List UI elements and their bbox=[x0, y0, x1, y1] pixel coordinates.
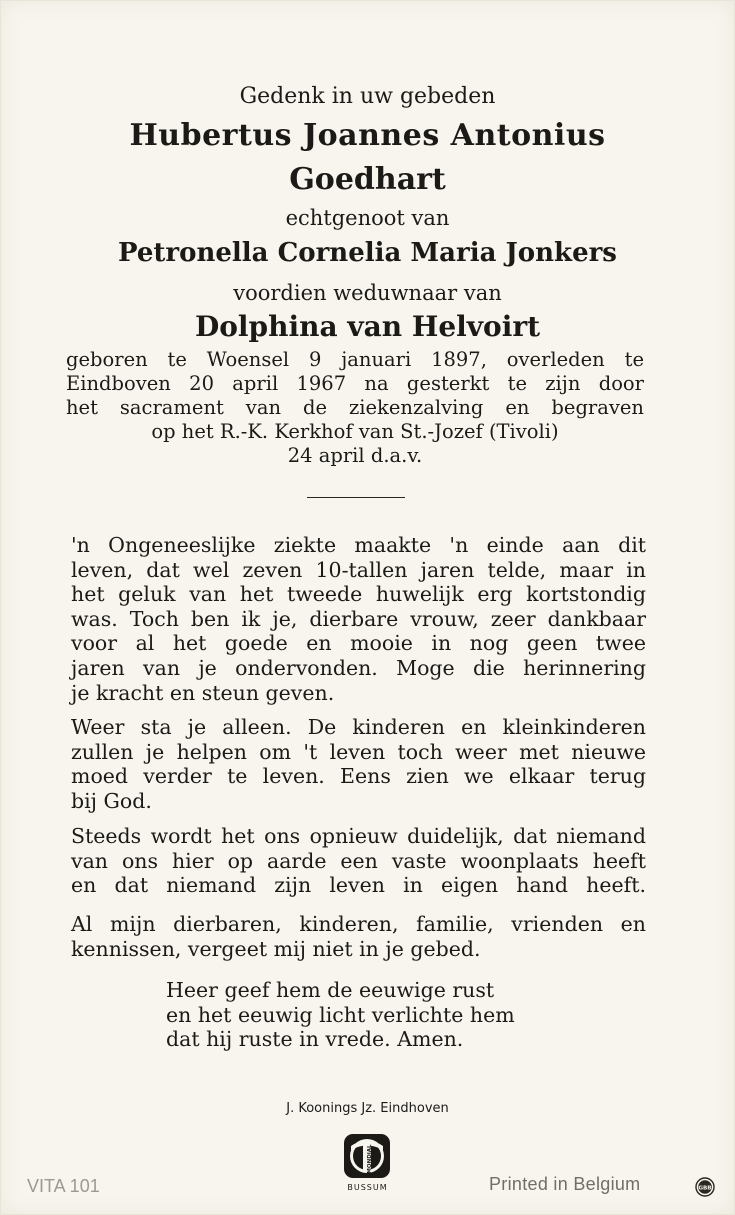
paragraph-line: Steeds wordt het ons opnieuw duidelijk, dat niemand bbox=[71, 824, 646, 848]
card-code: VITA 101 bbox=[27, 1176, 100, 1196]
biography-line: geboren te Woensel 9 januari 1897, overleden te bbox=[66, 348, 644, 371]
paragraph-line: zullen je helpen om 't leven toch weer met nieuwe bbox=[71, 739, 646, 764]
paragraph-line: het geluk van het tweede huwelijk erg kortstondig bbox=[71, 582, 646, 607]
deceased-name-line1: Hubertus Joannes Antonius bbox=[129, 118, 606, 153]
deceased-name-line2: Goedhart bbox=[289, 162, 446, 197]
prayer-line: en het eeuwig licht verlichte hem bbox=[166, 1002, 515, 1027]
paragraph-line: van ons hier op aarde een vaste woonplaats heeft bbox=[71, 848, 646, 873]
paragraph-line: leven, dat wel zeven 10-tallen jaren telde, maar in bbox=[71, 557, 646, 582]
paragraph-line: Al mijn dierbaren, kinderen, familie, vrienden en bbox=[71, 912, 646, 936]
biography-line: het sacrament van de ziekenzalving en begraven bbox=[66, 396, 644, 419]
paragraph-line: 'n Ongeneeslijke ziekte maakte 'n einde aan dit bbox=[71, 533, 646, 557]
paragraph-2 bbox=[71, 715, 646, 813]
previous-spouse-name: Dolphina van Helvoirt bbox=[194, 310, 541, 343]
paragraph-4 bbox=[71, 912, 646, 961]
biography-line: 24 april d.a.v. bbox=[287, 444, 423, 467]
paragraph-line: je kracht en steun geven. bbox=[71, 680, 335, 705]
biography-line: Eindboven 20 april 1967 na gesterkt te zijn door bbox=[66, 372, 644, 395]
printer-credit: J. Koonings Jz. Eindhoven bbox=[286, 1101, 449, 1116]
paragraph-line: kennissen, vergeet mij niet in je gebed. bbox=[71, 936, 481, 961]
paragraph-line: en dat niemand zijn leven in eigen hand heeft. bbox=[71, 873, 646, 898]
prayer-line: Heer geef hem de eeuwige rust bbox=[166, 978, 495, 1002]
previous-spouse-prefix: voordien weduwnaar van bbox=[233, 281, 502, 305]
logo-city: BUSSUM bbox=[347, 1183, 388, 1192]
mondial-logo-icon bbox=[342, 1133, 392, 1179]
biography-line: op het R.-K. Kerkhof van St.-Jozef (Tivoli) bbox=[151, 420, 559, 443]
paragraph-line: jaren van je ondervonden. Moge die herinnering bbox=[71, 655, 646, 680]
biography bbox=[66, 348, 644, 468]
section-divider bbox=[307, 497, 405, 498]
spouse-prefix: echtgenoot van bbox=[285, 206, 450, 230]
closing-prayer bbox=[166, 978, 515, 1052]
logo-word: MONDIAL bbox=[367, 1144, 373, 1174]
paragraph-line: voor al het goede en mooie in nog geen twee bbox=[71, 631, 646, 656]
gbb-badge-icon bbox=[695, 1177, 715, 1197]
printed-in-label: Printed in Belgium bbox=[489, 1174, 641, 1194]
paragraph-line: bij God. bbox=[71, 788, 152, 813]
paragraph-line: Weer sta je alleen. De kinderen en kleinkinderen bbox=[71, 715, 646, 739]
intro-text: Gedenk in uw gebeden bbox=[239, 84, 496, 109]
paragraph-line: moed verder te leven. Eens zien we elkaar terug bbox=[71, 764, 646, 789]
spouse-name: Petronella Cornelia Maria Jonkers bbox=[118, 238, 617, 268]
paragraph-1 bbox=[71, 533, 646, 705]
badge-text: GBB bbox=[698, 1185, 712, 1192]
paragraph-3 bbox=[71, 824, 646, 898]
prayer-line: dat hij ruste in vrede. Amen. bbox=[166, 1027, 464, 1052]
paragraph-line: was. Toch ben ik je, dierbare vrouw, zeer dankbaar bbox=[71, 606, 646, 631]
